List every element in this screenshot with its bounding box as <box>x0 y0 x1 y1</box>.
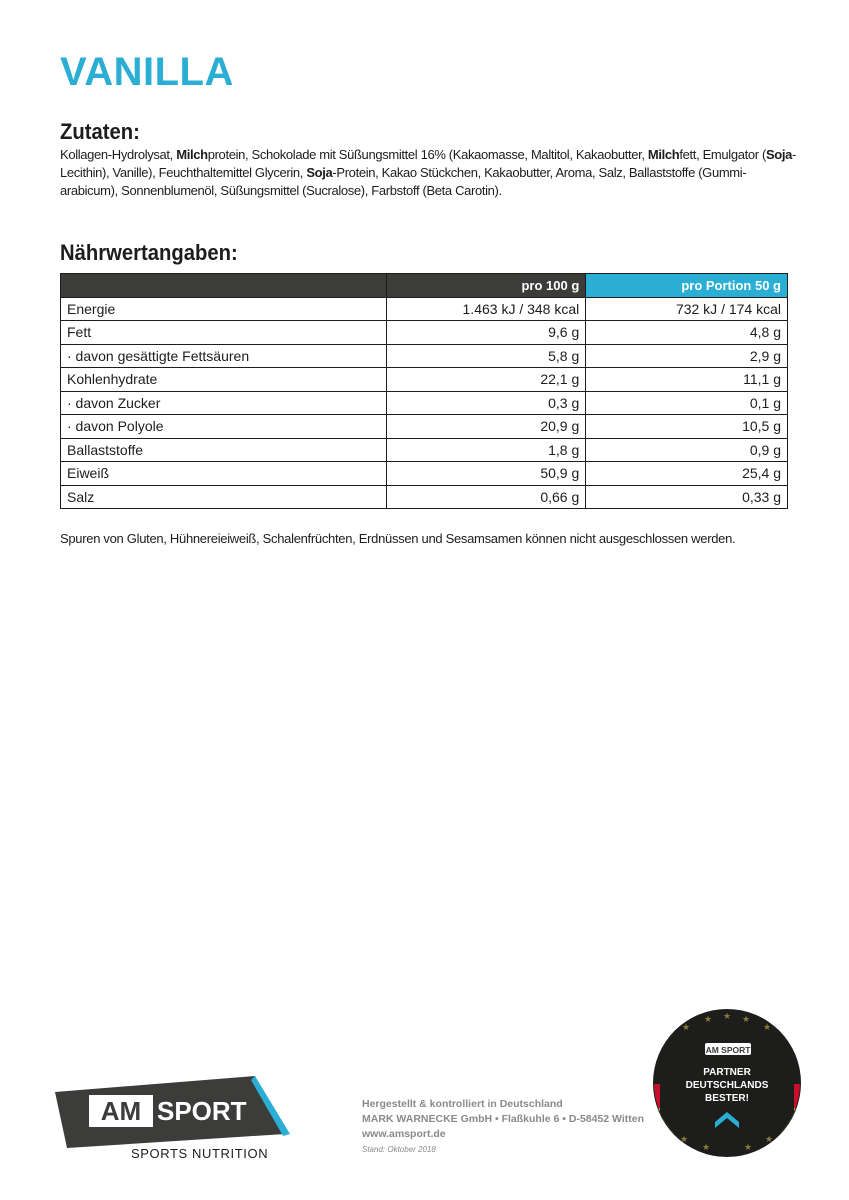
header-per-100g: pro 100 g <box>386 274 586 298</box>
ingredient-segment: -Lecithin), Vanille), Feuchthaltemittel Glycerin, <box>60 147 796 180</box>
table-row <box>61 368 788 392</box>
nutrient-label: Eiweiß <box>61 462 387 486</box>
value-per-100g: 1,8 g <box>386 438 586 462</box>
badge-line-2: DEUTSCHLANDS <box>685 1080 769 1091</box>
star-icon: ★ <box>723 1011 732 1021</box>
badge-line-3: BESTER! <box>705 1093 749 1104</box>
ingredients-text <box>60 146 800 200</box>
ingredient-segment: fett, Emulgator ( <box>679 147 766 162</box>
logo-tagline: SPORTS NUTRITION <box>131 1146 269 1161</box>
value-per-100g: 5,8 g <box>386 344 586 368</box>
value-per-portion: 25,4 g <box>586 462 788 486</box>
nutrient-label: Salz <box>61 485 387 509</box>
company-info <box>362 1097 644 1157</box>
value-per-100g: 20,9 g <box>386 415 586 439</box>
value-per-portion: 10,5 g <box>586 415 788 439</box>
table-row <box>61 297 788 321</box>
table-row <box>61 391 788 415</box>
star-icon: ★ <box>682 1022 691 1032</box>
star-icon: ★ <box>742 1014 751 1024</box>
nutrient-label: Energie <box>61 297 387 321</box>
logo-sport-text: SPORT <box>157 1096 247 1126</box>
header-per-portion: pro Portion 50 g <box>586 274 788 298</box>
value-per-portion: 0,1 g <box>586 391 788 415</box>
table-row <box>61 344 788 368</box>
star-icon: ★ <box>763 1022 772 1032</box>
star-icon: ★ <box>744 1142 753 1152</box>
header-empty-cell <box>61 274 387 298</box>
value-per-100g: 1.463 kJ / 348 kcal <box>386 297 586 321</box>
ingredient-segment: protein, Schokolade mit Süßungsmittel 16% (Kakaomasse, Maltitol, Kakaobutter, <box>207 147 648 162</box>
value-per-100g: 0,66 g <box>386 485 586 509</box>
amsport-logo <box>55 1076 290 1162</box>
allergen-highlight: Soja <box>765 147 792 162</box>
star-icon: ★ <box>704 1014 713 1024</box>
table-row <box>61 415 788 439</box>
allergen-footnote: Spuren von Gluten, Hühnereieiweiß, Schalenfrüchten, Erdnüssen und Sesamsamen können nicht ausgeschlossen werden. <box>60 531 736 546</box>
allergen-highlight: Milch <box>176 147 208 162</box>
value-per-portion: 11,1 g <box>586 368 788 392</box>
star-icon: ★ <box>680 1134 689 1144</box>
ingredient-segment: Kollagen-Hydrolysat, <box>60 147 177 162</box>
table-row <box>61 485 788 509</box>
nutrition-heading: Nährwertangaben: <box>60 240 238 265</box>
value-per-100g: 9,6 g <box>386 321 586 345</box>
product-title: VANILLA <box>60 50 234 94</box>
company-address: MARK WARNECKE GmbH • Flaßkuhle 6 • D-58452 Witten <box>362 1113 645 1125</box>
stand-date: Stand: Oktober 2018 <box>362 1145 436 1154</box>
partner-badge <box>652 1008 802 1158</box>
allergen-highlight: Milch <box>647 147 680 162</box>
table-row <box>61 321 788 345</box>
value-per-portion: 2,9 g <box>586 344 788 368</box>
star-icon: ★ <box>765 1134 774 1144</box>
value-per-100g: 0,3 g <box>386 391 586 415</box>
nutrient-label: Kohlenhydrate <box>61 368 387 392</box>
made-in-germany: Hergestellt & kontrolliert in Deutschland <box>362 1098 563 1110</box>
star-icon: ★ <box>702 1142 711 1152</box>
nutrient-label: Ballaststoffe <box>61 438 387 462</box>
company-website: www.amsport.de <box>362 1128 446 1140</box>
badge-line-1: PARTNER <box>703 1067 751 1078</box>
logo-am-text: AM <box>100 1096 142 1126</box>
table-row <box>61 462 788 486</box>
nutrition-header-row <box>61 274 788 298</box>
allergen-highlight: Soja <box>306 165 333 180</box>
value-per-portion: 732 kJ / 174 kcal <box>586 297 788 321</box>
value-per-portion: 4,8 g <box>586 321 788 345</box>
nutrient-label: Fett <box>61 321 387 345</box>
ingredient-segment: -Protein, Kakao Stückchen, Kakaobutter, Aroma, Salz, Ballaststoffe (Gummi-arabicum), Sonnenblumenöl, Süßungsmittel (Sucralose), Farbstoff (Beta Carotin). <box>60 165 747 198</box>
value-per-portion: 0,9 g <box>586 438 788 462</box>
nutrition-table <box>60 273 788 509</box>
value-per-100g: 50,9 g <box>386 462 586 486</box>
ingredients-heading: Zutaten: <box>60 119 140 144</box>
value-per-100g: 22,1 g <box>386 368 586 392</box>
value-per-portion: 0,33 g <box>586 485 788 509</box>
nutrient-label: · davon Zucker <box>61 391 387 415</box>
badge-brand-text: AM SPORT <box>705 1045 751 1055</box>
table-row <box>61 438 788 462</box>
nutrient-label: · davon gesättigte Fettsäuren <box>61 344 387 368</box>
nutrient-label: · davon Polyole <box>61 415 387 439</box>
